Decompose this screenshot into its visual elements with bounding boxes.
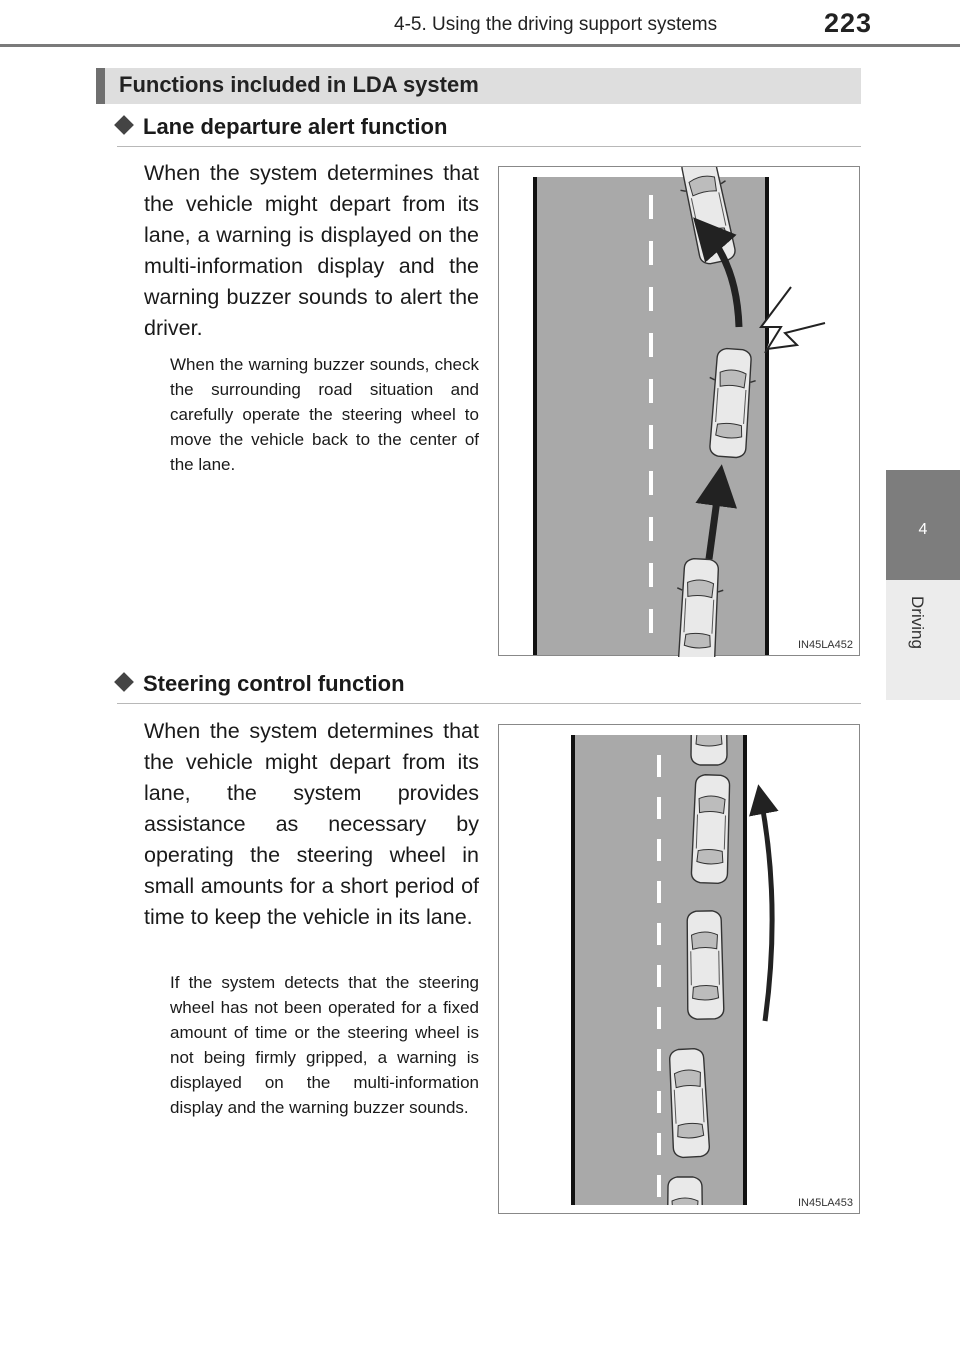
body-paragraph: When the system determines that the vehicle might depart from its lane, a warning is displayed on the multi-information display and the warning buzzer sounds to alert the driver. — [144, 161, 479, 340]
subsection-heading-steering-control — [117, 671, 405, 697]
subsection-heading-lane-departure — [117, 114, 447, 140]
body-paragraph: When the system determines that the vehicle might depart from its lane, the system provides assistance as necessary by operating the steering wheel in small amounts for a short period of time to keep the vehicle in its lane. — [144, 719, 479, 929]
note-paragraph: When the warning buzzer sounds, check the surrounding road situation and carefully operate the steering wheel to move the vehicle back to the center of the lane. — [170, 355, 479, 474]
lane-departure-illustration — [499, 167, 861, 657]
subsection-title: Steering control function — [143, 671, 405, 696]
figure-code: IN45LA452 — [797, 639, 853, 651]
section-title-bar — [96, 68, 861, 104]
chapter-tab-label: Driving — [908, 596, 927, 649]
chapter-tab-number: 4 — [886, 470, 960, 580]
diamond-bullet-icon — [114, 115, 134, 135]
chapter-tab — [886, 580, 960, 700]
figure-lane-departure-alert — [498, 166, 860, 656]
page-number: 223 — [824, 8, 873, 38]
section-title: Functions included in LDA system — [119, 72, 479, 97]
diamond-bullet-icon — [114, 672, 134, 692]
note-paragraph: If the system detects that the steering wheel has not been operated for a fixed amount of time or the steering wheel is not being firmly gripped, a warning is displayed on the multi-information display and the warning buzzer sounds. — [170, 973, 479, 1117]
subsection-rule — [117, 703, 861, 704]
running-header-section: 4-5. Using the driving support systems — [394, 14, 718, 35]
subsection-title: Lane departure alert function — [143, 114, 448, 139]
subsection-rule — [117, 146, 861, 147]
figure-code: IN45LA453 — [797, 1197, 853, 1209]
steering-control-illustration — [499, 725, 861, 1215]
header-rule — [0, 44, 960, 47]
figure-steering-control — [498, 724, 860, 1214]
